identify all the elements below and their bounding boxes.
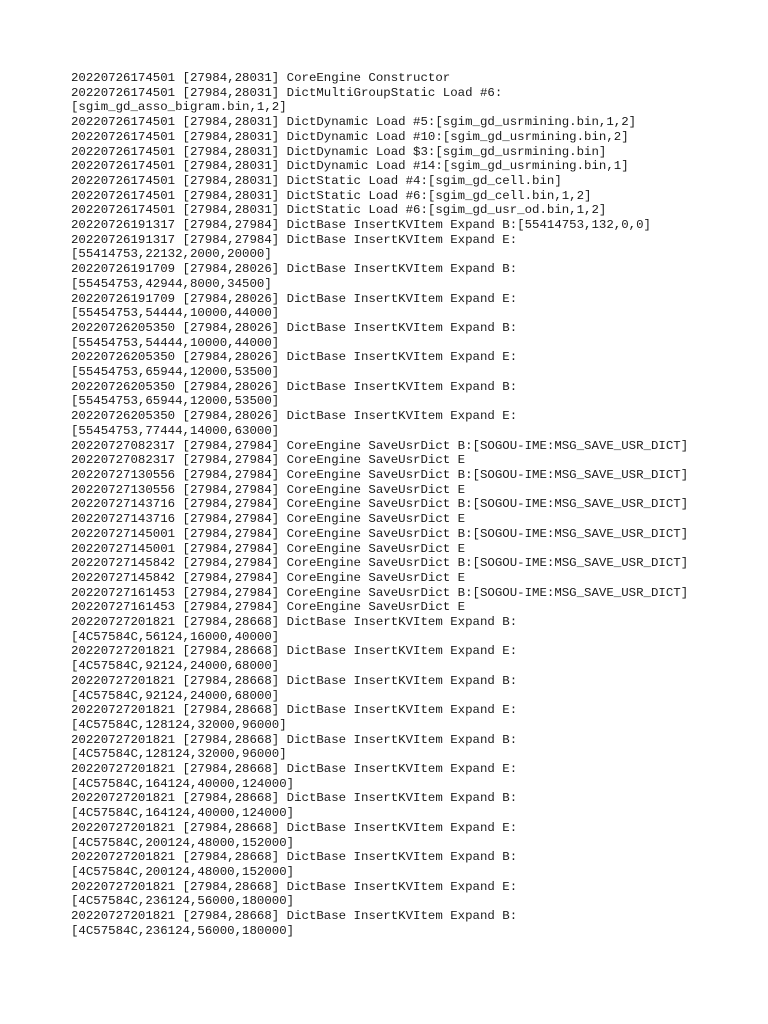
log-line: 20220727143716 [27984,27984] CoreEngine SaveUsrDict B:[SOGOU-IME:MSG_SAVE_USR_DICT] [71, 497, 689, 512]
log-line: 20220727201821 [27984,28668] DictBase InsertKVItem Expand E: [4C57584C,236124,56000,180000] [71, 879, 518, 909]
log-line: 20220727130556 [27984,27984] CoreEngine SaveUsrDict B:[SOGOU-IME:MSG_SAVE_USR_DICT] [71, 467, 689, 482]
log-line: 20220727201821 [27984,28668] DictBase InsertKVItem Expand B: [4C57584C,200124,48000,152000] [71, 850, 518, 879]
log-line: 20220726174501 [27984,28031] DictDynamic Load #10:[sgim_gd_usrmining.bin,2] [71, 129, 629, 144]
log-line: 20220727161453 [27984,27984] CoreEngine SaveUsrDict B:[SOGOU-IME:MSG_SAVE_USR_DICT] [71, 585, 689, 600]
log-line: 20220726205350 [27984,28026] DictBase InsertKVItem Expand E: [55454753,77444,14000,63000] [71, 409, 518, 438]
log-line: 20220726191317 [27984,27984] DictBase InsertKVItem Expand B:[55414753,132,0,0] [71, 218, 651, 233]
log-line: 20220727130556 [27984,27984] CoreEngine SaveUsrDict E [71, 482, 466, 497]
log-line: 20220727201821 [27984,28668] DictBase InsertKVItem Expand B: [4C57584C,128124,32000,96000] [71, 732, 518, 762]
log-line: 20220726191709 [27984,28026] DictBase InsertKVItem Expand B: [55454753,42944,8000,34500] [71, 262, 518, 291]
log-line: 20220727161453 [27984,27984] CoreEngine SaveUsrDict E [71, 600, 466, 615]
log-line: 20220727201821 [27984,28668] DictBase InsertKVItem Expand E: [4C57584C,92124,24000,68000] [71, 644, 518, 674]
log-line: 20220726174501 [27984,28031] DictStatic Load #6:[sgim_gd_usr_od.bin,1,2] [71, 203, 607, 218]
log-line: 20220727201821 [27984,28668] DictBase InsertKVItem Expand E: [4C57584C,200124,48000,152000] [71, 820, 518, 850]
log-line: 20220727201821 [27984,28668] DictBase InsertKVItem Expand E: [4C57584C,128124,32000,96000] [71, 703, 518, 732]
log-line: 20220727145001 [27984,27984] CoreEngine SaveUsrDict B:[SOGOU-IME:MSG_SAVE_USR_DICT] [71, 526, 689, 541]
log-line: 20220726191709 [27984,28026] DictBase InsertKVItem Expand E: [55454753,54444,10000,44000] [71, 291, 518, 321]
log-line: 20220727082317 [27984,27984] CoreEngine SaveUsrDict B:[SOGOU-IME:MSG_SAVE_USR_DICT] [71, 438, 689, 453]
log-line: 20220727145842 [27984,27984] CoreEngine SaveUsrDict B:[SOGOU-IME:MSG_SAVE_USR_DICT] [71, 556, 689, 571]
log-line: 20220726174501 [27984,28031] CoreEngine Constructor [71, 71, 451, 85]
log-text-body [71, 71, 751, 938]
log-line: 20220726191317 [27984,27984] DictBase InsertKVItem Expand E: [55414753,22132,2000,20000] [71, 232, 518, 262]
log-line: 20220726174501 [27984,28031] DictDynamic Load #5:[sgim_gd_usrmining.bin,1,2] [71, 115, 637, 130]
log-line: 20220727145842 [27984,27984] CoreEngine SaveUsrDict E [71, 570, 466, 585]
log-line: 20220727201821 [27984,28668] DictBase InsertKVItem Expand B: [4C57584C,56124,16000,40000] [71, 615, 518, 644]
log-line: 20220726174501 [27984,28031] DictDynamic Load #14:[sgim_gd_usrmining.bin,1] [71, 159, 629, 174]
log-line: 20220726174501 [27984,28031] DictStatic Load #4:[sgim_gd_cell.bin] [71, 173, 562, 188]
log-line: 20220726205350 [27984,28026] DictBase InsertKVItem Expand E: [55454753,65944,12000,53500] [71, 350, 518, 380]
log-line: 20220726174501 [27984,28031] DictMultiGroupStatic Load #6: [sgim_gd_asso_bigram.bin,1,2] [71, 85, 503, 115]
log-line: 20220727201821 [27984,28668] DictBase InsertKVItem Expand B: [4C57584C,92124,24000,68000] [71, 673, 518, 703]
log-line: 20220727145001 [27984,27984] CoreEngine SaveUsrDict E [71, 541, 466, 556]
log-line: 20220726205350 [27984,28026] DictBase InsertKVItem Expand B: [55454753,54444,10000,44000] [71, 320, 518, 350]
log-line: 20220727201821 [27984,28668] DictBase InsertKVItem Expand B: [4C57584C,164124,40000,124000] [71, 791, 518, 821]
log-line: 20220727201821 [27984,28668] DictBase InsertKVItem Expand E: [4C57584C,164124,40000,124000] [71, 762, 518, 791]
log-line: 20220727143716 [27984,27984] CoreEngine SaveUsrDict E [71, 512, 466, 527]
log-line: 20220727201821 [27984,28668] DictBase InsertKVItem Expand B: [4C57584C,236124,56000,180000] [71, 909, 518, 938]
log-line: 20220726174501 [27984,28031] DictDynamic Load $3:[sgim_gd_usrmining.bin] [71, 144, 607, 159]
log-line: 20220726174501 [27984,28031] DictStatic Load #6:[sgim_gd_cell.bin,1,2] [71, 188, 592, 203]
log-line: 20220727082317 [27984,27984] CoreEngine SaveUsrDict E [71, 453, 466, 468]
log-line: 20220726205350 [27984,28026] DictBase InsertKVItem Expand B: [55454753,65944,12000,53500] [71, 379, 518, 409]
